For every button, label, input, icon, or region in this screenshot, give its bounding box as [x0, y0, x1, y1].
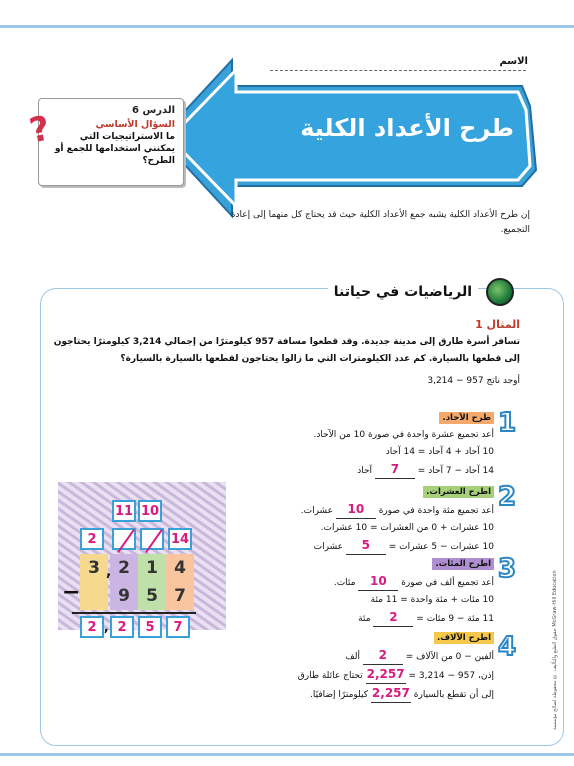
step-1-line-3: 14 آحاد − 7 آحاد =: [417, 466, 494, 476]
step-4-unit: كيلومترًا إضافيًا.: [310, 690, 369, 700]
step-4-unit-a: ألف: [345, 652, 360, 662]
find-text: أوجد ناتج 957 − 3,214: [427, 376, 520, 386]
result-box[interactable]: 5: [138, 616, 162, 638]
step-1-tag: طرح الآحاد.: [439, 412, 494, 424]
step-4-line-2: إذن، 957 − 3,214 =: [408, 671, 494, 681]
lesson-card: [38, 98, 184, 186]
regroup-top-box[interactable]: 11: [112, 500, 136, 522]
step-2-line-1: أعد تجميع مئة واحدة في صورة: [378, 506, 494, 516]
regroup-box[interactable]: [112, 528, 136, 550]
step-1-line-2: 10 آحاد + 4 آحاد = 14 آحاد: [385, 447, 494, 457]
digit-cell: 9: [110, 582, 138, 610]
step-2-line-3: 10 عشرات − 5 عشرات =: [388, 542, 494, 552]
top-band: [0, 0, 574, 28]
digit-cell: 2: [110, 554, 138, 582]
copyright-side-note: حقوق الطبع والتأليف © محفوظة لصالح مؤسسة McGraw-Hill Education: [552, 570, 558, 730]
digit-cell: 7: [166, 582, 194, 610]
step-1: [254, 410, 494, 480]
question-mark-icon: ?: [26, 108, 54, 152]
step-4-number: 4: [498, 632, 517, 662]
step-1-line-1: أعد تجميع عشرة واحدة في صورة 10 من الآحاد.: [313, 430, 494, 440]
worked-subtraction: [58, 482, 228, 632]
step-4-line-3: إلى أن تقطع بالسيارة: [413, 690, 494, 700]
step-3-unit: مئة: [358, 614, 371, 624]
step-3-unit-a: مئات.: [333, 578, 356, 588]
step-2-number: 2: [498, 482, 517, 512]
lesson-number: الدرس 6: [132, 105, 175, 116]
essential-question-title: السؤال الأساسي: [95, 119, 175, 130]
example-label: المثال 1: [475, 318, 520, 331]
step-3-line-1: أعد تجميع ألف في صورة: [401, 578, 494, 588]
step-4-answer[interactable]: 2,257: [371, 685, 411, 703]
step-4-tag: اطرح الآلاف.: [434, 632, 494, 644]
step-2-answer-a[interactable]: 10: [336, 501, 376, 519]
step-4-unit-b: تحتاج عائلة طارق: [297, 671, 363, 681]
digit-cell: 1: [138, 554, 166, 582]
section-title: الرياضيات في حياتنا: [328, 284, 478, 300]
step-3-number: 3: [498, 554, 517, 584]
step-1-answer[interactable]: 7: [375, 461, 415, 479]
page-title: طرح الأعداد الكلية: [300, 114, 514, 142]
step-1-number: 1: [498, 408, 517, 438]
result-box[interactable]: 2: [80, 616, 104, 638]
step-3-line-2: 10 مئات + مئة واحدة = 11 مئة: [370, 595, 494, 605]
step-3-answer[interactable]: 2: [373, 609, 413, 627]
result-box[interactable]: 7: [166, 616, 190, 638]
minus-sign: −: [62, 580, 81, 605]
step-4-line-1: ألفين − 0 من الآلاف =: [405, 652, 494, 662]
name-label: الاسم: [499, 56, 528, 67]
essential-question-text: ما الاستراتيجيات التي يمكنني استخدامها للجمع أو الطرح؟: [54, 132, 175, 166]
step-3-tag: اطرح المئات.: [432, 558, 494, 570]
example-text: تسافر أسرة طارق إلى مدينة جديدة. وقد قطعوا مسافة 957 كيلومترًا من إجمالي 3,214 كيلومترًا يحتاجون إلى قطعها بالسيارة. كم عدد الكيلومترات التي ما زالوا يحتاجون لقطعها بالسيارة بالسيارة؟: [53, 337, 520, 364]
result-comma: ,: [104, 620, 109, 634]
regroup-box[interactable]: 14: [168, 528, 192, 550]
digit-cell: [80, 582, 108, 610]
step-3-line-3: 11 مئة − 9 مئات =: [416, 614, 494, 624]
answer-rule: [72, 612, 196, 614]
step-4-answer-b[interactable]: 2,257: [366, 666, 406, 684]
result-box[interactable]: 2: [110, 616, 134, 638]
thousands-comma: ,: [106, 564, 112, 580]
regroup-top-box[interactable]: 10: [138, 500, 162, 522]
step-2-answer[interactable]: 5: [346, 537, 386, 555]
bottom-band: [0, 753, 574, 766]
step-2-unit: عشرات: [313, 542, 343, 552]
step-2: [254, 484, 494, 556]
regroup-box[interactable]: [140, 528, 164, 550]
step-1-unit: آحاد: [357, 466, 373, 476]
digit-cell: 3: [80, 554, 108, 582]
regroup-box[interactable]: 2: [80, 528, 104, 550]
digit-cell: 4: [166, 554, 194, 582]
step-2-line-2: 10 عشرات + 0 من العشرات = 10 عشرات.: [320, 523, 494, 533]
step-2-unit-a: عشرات.: [300, 506, 333, 516]
step-4-answer-a[interactable]: 2: [363, 647, 403, 665]
globe-icon: [486, 278, 514, 306]
step-3-answer-a[interactable]: 10: [358, 573, 398, 591]
step-2-tag: اطرح العشرات.: [423, 486, 494, 498]
step-4: [244, 630, 494, 704]
step-3: [254, 556, 494, 628]
digit-cell: 5: [138, 582, 166, 610]
intro-text: إن طرح الأعداد الكلية يشبه جمع الأعداد الكلية حيث قد يحتاج كل منهما إلى إعادة التجميع.: [230, 210, 530, 235]
